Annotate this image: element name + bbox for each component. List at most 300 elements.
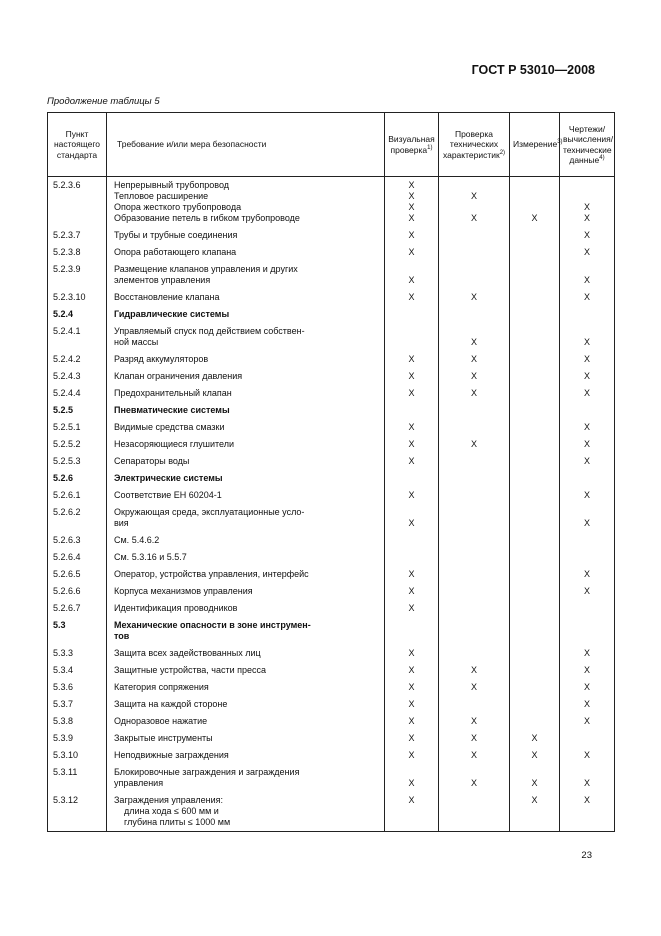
visual-mark: X: [408, 778, 415, 788]
tech-check-mark: [439, 264, 509, 275]
table-row: [48, 620, 615, 642]
measurement-mark-cell: [510, 388, 560, 399]
visual-mark: [385, 806, 438, 817]
requirement-text: [107, 473, 385, 484]
drawings-mark-cell: [560, 552, 615, 563]
table-row: [48, 405, 615, 416]
drawings-mark-cell: [560, 699, 615, 710]
table-row: [48, 371, 615, 382]
column-header-drawings: Чертежи/ вычисления/ технические данные$^{4)}$: [560, 113, 615, 177]
drawings-mark-cell: [560, 569, 615, 580]
requirement-line: элементов управления: [114, 275, 211, 285]
table-row: [48, 439, 615, 450]
tech-check-mark: [439, 806, 509, 817]
tech-check-mark: [439, 699, 509, 710]
measurement-mark-cell: [510, 371, 560, 382]
tech-check-mark: [439, 456, 509, 467]
measurement-mark: [510, 535, 559, 546]
requirement-line: Механические опасности в зоне инструмен-: [114, 620, 311, 630]
visual-mark-cell: [385, 354, 439, 365]
visual-mark: [385, 309, 438, 320]
drawings-mark-cell: [560, 177, 615, 225]
requirement-line: управления: [114, 778, 164, 788]
measurement-mark-cell: [510, 648, 560, 659]
clause-number: 5.3.4: [48, 665, 107, 676]
drawings-mark-cell: [560, 665, 615, 676]
measurement-mark-cell: [510, 405, 560, 416]
drawings-mark-cell: [560, 405, 615, 416]
drawings-mark-cell: [560, 620, 615, 642]
tech-check-mark-cell: [439, 473, 510, 484]
requirement-line: Защита на каждой стороне: [114, 699, 228, 709]
table-row: [48, 230, 615, 241]
requirement-line: Незасоряющиеся глушители: [114, 439, 234, 449]
tech-check-mark-cell: [439, 586, 510, 597]
measurement-mark: [510, 473, 559, 484]
tech-check-mark: [439, 569, 509, 580]
requirement-text: [107, 371, 385, 382]
measurement-mark: [510, 552, 559, 563]
requirement-text: [107, 507, 385, 529]
drawings-mark: [560, 631, 614, 642]
table-header-row: [48, 113, 615, 177]
visual-mark-cell: [385, 473, 439, 484]
requirement-text: [107, 586, 385, 597]
visual-mark: [385, 767, 438, 778]
measurement-mark-cell: [510, 247, 560, 258]
visual-mark: X: [408, 733, 415, 743]
visual-mark: X: [408, 665, 415, 675]
visual-mark-cell: [385, 682, 439, 693]
tech-check-mark-cell: [439, 507, 510, 529]
visual-mark-cell: [385, 422, 439, 433]
visual-mark: [385, 326, 438, 337]
visual-mark-cell: [385, 552, 439, 563]
drawings-mark: X: [583, 795, 590, 805]
visual-mark: X: [408, 275, 415, 285]
table-row: [48, 292, 615, 303]
drawings-mark: [560, 733, 614, 744]
requirement-line: Клапан ограничения давления: [114, 371, 243, 381]
drawings-mark: [560, 620, 614, 631]
table-row: [48, 473, 615, 484]
drawings-mark-cell: [560, 422, 615, 433]
tech-check-mark: [439, 473, 509, 484]
drawings-mark: X: [583, 213, 590, 223]
drawings-mark-cell: [560, 507, 615, 529]
measurement-mark-cell: [510, 733, 560, 744]
measurement-mark-cell: [510, 292, 560, 303]
drawings-mark-cell: [560, 586, 615, 597]
visual-mark: [385, 337, 438, 348]
tech-check-mark: [439, 603, 509, 614]
measurement-mark-cell: [510, 507, 560, 529]
visual-mark-cell: [385, 326, 439, 348]
drawings-mark-cell: [560, 230, 615, 241]
clause-number: 5.2.4.3: [48, 371, 107, 382]
tech-check-mark: [439, 817, 509, 828]
tech-check-mark: X: [470, 388, 477, 398]
drawings-mark: [560, 535, 614, 546]
measurement-mark-cell: [510, 716, 560, 727]
measurement-mark: [510, 682, 559, 693]
measurement-mark: [510, 507, 559, 518]
tech-check-mark-cell: [439, 230, 510, 241]
visual-mark: X: [408, 354, 415, 364]
requirement-line: Электрические системы: [114, 473, 223, 483]
table-row: [48, 682, 615, 693]
document-number: ГОСТ Р 53010—2008: [471, 63, 595, 77]
clause-number: 5.3.7: [48, 699, 107, 710]
requirement-line: Одноразовое нажатие: [114, 716, 208, 726]
visual-mark-cell: [385, 750, 439, 761]
visual-mark: [385, 817, 438, 828]
column-header-tech-check: Проверка технических характеристик$^{2)}$: [439, 113, 510, 177]
requirement-text: [107, 682, 385, 693]
tech-check-mark-cell: [439, 247, 510, 258]
requirement-line: Блокировочные заграждения и заграждения: [114, 767, 300, 777]
measurement-mark-cell: [510, 665, 560, 676]
column-header-requirement: Требование и/или мера безопасности: [107, 113, 385, 177]
measurement-mark: [510, 371, 559, 382]
drawings-mark: X: [583, 699, 590, 709]
tech-check-mark-cell: [439, 767, 510, 789]
tech-check-mark: [439, 586, 509, 597]
clause-number: 5.3.10: [48, 750, 107, 761]
tech-check-mark: [439, 535, 509, 546]
visual-mark-cell: [385, 405, 439, 416]
requirement-text: [107, 309, 385, 320]
measurement-mark-cell: [510, 177, 560, 225]
measurement-mark-cell: [510, 456, 560, 467]
clause-number: 5.3: [48, 620, 107, 642]
drawings-mark-cell: [560, 292, 615, 303]
measurement-mark: [510, 648, 559, 659]
requirement-line: Восстановление клапана: [114, 292, 220, 302]
clause-number: 5.2.6.5: [48, 569, 107, 580]
visual-mark: X: [408, 716, 415, 726]
tech-check-mark: [439, 275, 509, 286]
tech-check-mark: X: [470, 682, 477, 692]
measurement-mark: [510, 699, 559, 710]
requirement-line: Предохранительный клапан: [114, 388, 232, 398]
visual-mark-cell: [385, 230, 439, 241]
drawings-mark-cell: [560, 490, 615, 501]
drawings-mark: [560, 180, 614, 191]
clause-number: 5.2.5.1: [48, 422, 107, 433]
requirement-text: [107, 264, 385, 286]
tech-check-mark-cell: [439, 535, 510, 546]
requirement-text: [107, 733, 385, 744]
column-header-visual: Визуальная проверка$^{1)}$: [385, 113, 439, 177]
measurement-mark-cell: [510, 264, 560, 286]
requirement-line: Идентификация проводников: [114, 603, 238, 613]
requirement-line: Гидравлические системы: [114, 309, 230, 319]
drawings-mark-cell: [560, 371, 615, 382]
requirement-text: [107, 603, 385, 614]
requirement-line: длина хода ≤ 600 мм и: [124, 806, 219, 816]
measurement-mark-cell: [510, 750, 560, 761]
requirement-text: [107, 230, 385, 241]
measurement-mark-cell: [510, 767, 560, 789]
clause-number: 5.3.8: [48, 716, 107, 727]
table-caption: Продолжение таблицы 5: [47, 96, 160, 107]
clause-number: 5.2.3.10: [48, 292, 107, 303]
clause-number: 5.2.6.1: [48, 490, 107, 501]
drawings-mark-cell: [560, 648, 615, 659]
measurement-mark: [510, 620, 559, 631]
requirement-line: тов: [114, 631, 130, 641]
requirement-text: [107, 665, 385, 676]
drawings-mark: [560, 405, 614, 416]
measurement-mark: [510, 716, 559, 727]
tech-check-mark-cell: [439, 716, 510, 727]
clause-number: 5.3.6: [48, 682, 107, 693]
measurement-mark: [510, 569, 559, 580]
table-row: [48, 456, 615, 467]
requirement-line: ной массы: [114, 337, 159, 347]
tech-check-mark: [439, 552, 509, 563]
drawings-mark-cell: [560, 716, 615, 727]
drawings-mark: X: [583, 371, 590, 381]
visual-mark-cell: [385, 388, 439, 399]
clause-number: 5.2.4.2: [48, 354, 107, 365]
tech-check-mark: [439, 620, 509, 631]
drawings-mark: [560, 326, 614, 337]
tech-check-mark: [439, 490, 509, 501]
measurement-mark: [510, 202, 559, 213]
measurement-mark-cell: [510, 354, 560, 365]
measurement-mark-cell: [510, 699, 560, 710]
table-row: [48, 326, 615, 348]
requirement-text: [107, 699, 385, 710]
drawings-mark-cell: [560, 535, 615, 546]
table-row: [48, 767, 615, 789]
visual-mark: X: [408, 648, 415, 658]
requirement-text: [107, 767, 385, 789]
table-row: [48, 665, 615, 676]
tech-check-mark-cell: [439, 733, 510, 744]
requirement-line: Соответствие ЕН 60204-1: [114, 490, 222, 500]
requirement-text: [107, 292, 385, 303]
measurement-mark: [510, 264, 559, 275]
tech-check-mark: [439, 405, 509, 416]
visual-mark-cell: [385, 665, 439, 676]
visual-mark: X: [408, 518, 415, 528]
visual-mark: [385, 535, 438, 546]
requirement-text: [107, 569, 385, 580]
drawings-mark: X: [583, 518, 590, 528]
measurement-mark: [510, 230, 559, 241]
requirement-line: Защитные устройства, части пресса: [114, 665, 267, 675]
clause-number: 5.2.4: [48, 309, 107, 320]
tech-check-mark: X: [470, 354, 477, 364]
drawings-mark-cell: [560, 388, 615, 399]
measurement-mark-cell: [510, 620, 560, 642]
measurement-mark: [510, 456, 559, 467]
requirement-line: Разряд аккумуляторов: [114, 354, 209, 364]
measurement-mark: [510, 405, 559, 416]
requirement-text: [107, 490, 385, 501]
measurement-mark: [510, 603, 559, 614]
tech-check-mark: X: [470, 716, 477, 726]
clause-number: 5.2.6.6: [48, 586, 107, 597]
drawings-mark: X: [583, 439, 590, 449]
visual-mark-cell: [385, 456, 439, 467]
visual-mark-cell: [385, 699, 439, 710]
requirement-text: [107, 247, 385, 258]
table-row: [48, 733, 615, 744]
tech-check-mark-cell: [439, 309, 510, 320]
tech-check-mark-cell: [439, 750, 510, 761]
drawings-mark: X: [583, 275, 590, 285]
drawings-mark: X: [583, 490, 590, 500]
drawings-mark: X: [583, 230, 590, 240]
column-header-measurement: Измерение$^{3)}$: [510, 113, 560, 177]
visual-mark: X: [408, 439, 415, 449]
drawings-mark: [560, 806, 614, 817]
requirement-text: [107, 422, 385, 433]
drawings-mark: X: [583, 750, 590, 760]
visual-mark-cell: [385, 733, 439, 744]
visual-mark-cell: [385, 309, 439, 320]
visual-mark: X: [408, 490, 415, 500]
table-row: [48, 422, 615, 433]
requirement-line: Видимые средства смазки: [114, 422, 225, 432]
visual-mark: X: [408, 603, 415, 613]
visual-mark-cell: [385, 535, 439, 546]
clause-number: 5.2.3.8: [48, 247, 107, 258]
clause-number: 5.2.4.1: [48, 326, 107, 348]
visual-mark: X: [408, 213, 415, 223]
requirement-line: Окружающая среда, эксплуатационные усло-: [114, 507, 305, 517]
visual-mark: X: [408, 750, 415, 760]
requirement-line: Непрерывный трубопровод: [114, 180, 230, 190]
tech-check-mark: [439, 230, 509, 241]
drawings-mark: [560, 264, 614, 275]
page-number: 23: [581, 850, 592, 861]
drawings-mark: X: [583, 292, 590, 302]
requirement-line: Закрытые инструменты: [114, 733, 213, 743]
requirement-text: [107, 535, 385, 546]
visual-mark-cell: [385, 620, 439, 642]
requirement-line: Защита всех задействованных лиц: [114, 648, 261, 658]
table-row: [48, 309, 615, 320]
measurement-mark-cell: [510, 603, 560, 614]
visual-mark-cell: [385, 439, 439, 450]
table-row: [48, 177, 615, 225]
table-row: [48, 716, 615, 727]
visual-mark: X: [408, 247, 415, 257]
table-row: [48, 586, 615, 597]
drawings-mark-cell: [560, 767, 615, 789]
requirement-line: Размещение клапанов управления и других: [114, 264, 298, 274]
measurement-mark: [510, 292, 559, 303]
visual-mark: [385, 620, 438, 631]
measurement-mark-cell: [510, 422, 560, 433]
requirement-line: Корпуса механизмов управления: [114, 586, 253, 596]
measurement-mark: X: [531, 778, 538, 788]
measurement-mark: [510, 309, 559, 320]
measurement-mark: [510, 665, 559, 676]
measurement-mark: [510, 439, 559, 450]
clause-number: 5.3.3: [48, 648, 107, 659]
drawings-mark: X: [583, 586, 590, 596]
visual-mark-cell: [385, 603, 439, 614]
visual-mark-cell: [385, 716, 439, 727]
requirement-text: [107, 716, 385, 727]
measurement-mark: [510, 180, 559, 191]
measurement-mark: [510, 631, 559, 642]
measurement-mark: [510, 490, 559, 501]
table-row: [48, 247, 615, 258]
tech-check-mark-cell: [439, 264, 510, 286]
tech-check-mark: X: [470, 191, 477, 201]
requirement-line: Заграждения управления:: [114, 795, 223, 805]
visual-mark: X: [408, 292, 415, 302]
drawings-mark: [560, 767, 614, 778]
clause-number: 5.2.3.9: [48, 264, 107, 286]
table-row: [48, 490, 615, 501]
measurement-mark-cell: [510, 795, 560, 832]
measurement-mark: [510, 354, 559, 365]
requirement-line: Опора работающего клапана: [114, 247, 237, 257]
drawings-mark: X: [583, 716, 590, 726]
visual-mark: X: [408, 699, 415, 709]
measurement-mark: [510, 806, 559, 817]
measurement-mark-cell: [510, 569, 560, 580]
measurement-mark-cell: [510, 552, 560, 563]
drawings-mark: [560, 473, 614, 484]
tech-check-mark-cell: [439, 603, 510, 614]
drawings-mark: [560, 309, 614, 320]
visual-mark: X: [408, 586, 415, 596]
tech-check-mark: [439, 180, 509, 191]
measurement-mark: [510, 247, 559, 258]
tech-check-mark: [439, 202, 509, 213]
visual-mark-cell: [385, 371, 439, 382]
measurement-mark-cell: [510, 586, 560, 597]
drawings-mark: [560, 603, 614, 614]
measurement-mark: [510, 326, 559, 337]
tech-check-mark-cell: [439, 682, 510, 693]
requirement-text: [107, 552, 385, 563]
requirement-text: [107, 388, 385, 399]
drawings-mark-cell: [560, 309, 615, 320]
table-row: [48, 699, 615, 710]
drawings-mark: X: [583, 337, 590, 347]
tech-check-mark: X: [470, 665, 477, 675]
requirement-line: глубина плиты ≤ 1000 мм: [124, 817, 231, 827]
measurement-mark-cell: [510, 439, 560, 450]
measurement-mark-cell: [510, 326, 560, 348]
requirement-text: [107, 795, 385, 832]
tech-check-mark-cell: [439, 665, 510, 676]
tech-check-mark-cell: [439, 490, 510, 501]
clause-number: 5.2.6.4: [48, 552, 107, 563]
drawings-mark-cell: [560, 603, 615, 614]
drawings-mark-cell: [560, 354, 615, 365]
tech-check-mark: X: [470, 733, 477, 743]
clause-number: 5.3.11: [48, 767, 107, 789]
drawings-mark: X: [583, 354, 590, 364]
table-row: [48, 535, 615, 546]
tech-check-mark: X: [470, 292, 477, 302]
requirement-line: Сепараторы воды: [114, 456, 190, 466]
tech-check-mark: X: [470, 750, 477, 760]
tech-check-mark: [439, 648, 509, 659]
table-row: [48, 264, 615, 286]
